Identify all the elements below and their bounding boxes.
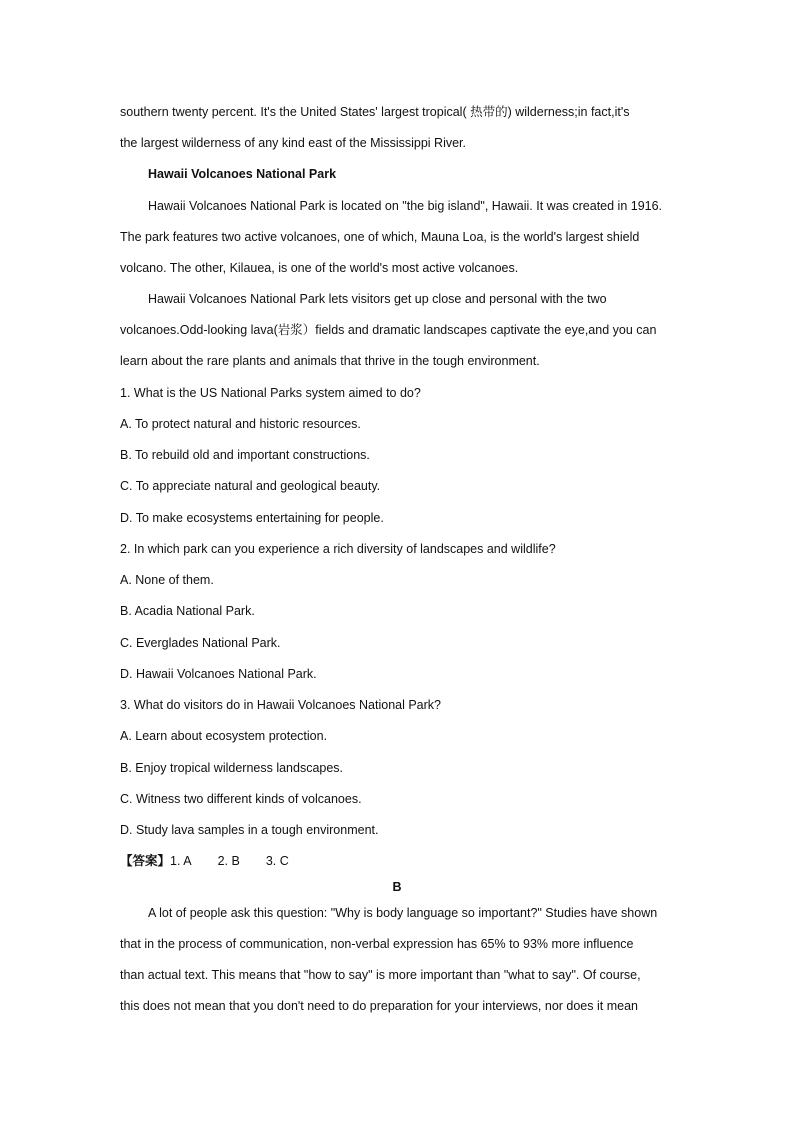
question-option: C. Everglades National Park. (120, 636, 281, 650)
passage-text-line: volcanoes.Odd-looking lava(岩浆）fields and dramatic landscapes captivate the eye,and you can (120, 323, 657, 337)
question-option: D. Study lava samples in a tough environment. (120, 823, 379, 837)
passage-text-line: southern twenty percent. It's the United States' largest tropical( 热带的) wilderness;in fact,it's (120, 105, 630, 119)
passage-text-line: Hawaii Volcanoes National Park is located on "the big island", Hawaii. It was created in 1916. (148, 199, 663, 213)
question-stem: 3. What do visitors do in Hawaii Volcanoes National Park? (120, 698, 441, 712)
passage-text-line: Hawaii Volcanoes National Park lets visitors get up close and personal with the two (148, 292, 607, 306)
passage-text-line: A lot of people ask this question: "Why is body language so important?" Studies have shown (148, 906, 658, 920)
passage-text-line: learn about the rare plants and animals that thrive in the tough environment. (120, 354, 540, 368)
question-option: B. To rebuild old and important constructions. (120, 448, 370, 462)
answer-item: 1. A (170, 854, 192, 868)
question-option: C. Witness two different kinds of volcanoes. (120, 792, 362, 806)
passage-text-line: volcano. The other, Kilauea, is one of the world's most active volcanoes. (120, 261, 519, 275)
question-stem: 1. What is the US National Parks system aimed to do? (120, 386, 421, 400)
question-option: A. Learn about ecosystem protection. (120, 729, 328, 743)
question-option: A. To protect natural and historic resources. (120, 417, 361, 431)
section-heading-hawaii: Hawaii Volcanoes National Park (148, 167, 337, 181)
answer-label: 【答案】 (120, 854, 171, 868)
answer-item: 2. B (217, 854, 240, 868)
section-heading-b: B (392, 880, 402, 894)
answer-item: 3. C (265, 854, 289, 868)
passage-text-line: The park features two active volcanoes, one of which, Mauna Loa, is the world's largest shield (120, 230, 640, 244)
passage-text-line: than actual text. This means that "how to say" is more important than "what to say". Of course, (120, 968, 641, 982)
passage-text-line: this does not mean that you don't need to do preparation for your interviews, nor does it mean (120, 999, 638, 1013)
question-option: D. To make ecosystems entertaining for people. (120, 511, 384, 525)
question-option: C. To appreciate natural and geological beauty. (120, 479, 381, 493)
answer-key (120, 853, 315, 869)
passage-text-line: the largest wilderness of any kind east of the Mississippi River. (120, 136, 466, 150)
question-stem: 2. In which park can you experience a rich diversity of landscapes and wildlife? (120, 542, 556, 556)
question-option: B. Acadia National Park. (120, 604, 255, 618)
question-option: A. None of them. (120, 573, 214, 587)
passage-text-line: that in the process of communication, non-verbal expression has 65% to 93% more influence (120, 937, 634, 951)
question-option: B. Enjoy tropical wilderness landscapes. (120, 761, 344, 775)
question-option: D. Hawaii Volcanoes National Park. (120, 667, 317, 681)
